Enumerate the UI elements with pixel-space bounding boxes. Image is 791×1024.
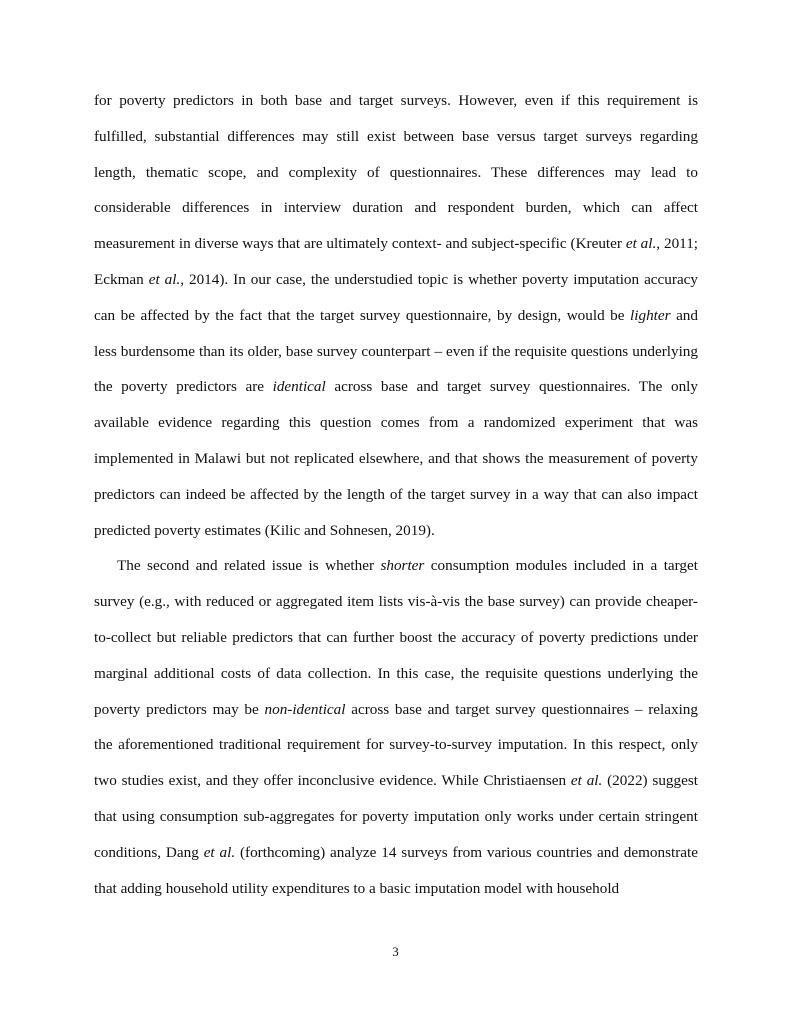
text-line [94,517,698,553]
text-span: less burdensome than its older, base survey counterpart – even if the requisite questions underlying [94,342,698,360]
text-span: conditions, Dang [94,843,204,861]
body-text [94,87,698,910]
text-line [94,338,698,374]
text-line [94,552,698,588]
text-span: across base and target survey questionnaires – relaxing [345,700,698,718]
text-line [94,481,698,517]
text-span: The second and related issue is whether [117,557,381,575]
text-span: fulfilled, substantial differences may still exist between base versus target surveys regarding [94,127,698,145]
text-span: that using consumption sub-aggregates for poverty imputation only works under certain stringent [94,807,698,825]
text-span: across base and target survey questionnaires. The only [325,378,698,396]
text-line [94,266,698,302]
text-line [94,803,698,839]
text-line [94,302,698,338]
text-span: measurement in diverse ways that are ultimately context- and subject-specific (Kreuter [94,235,626,253]
text-line [94,159,698,195]
italic-text: shorter [380,557,425,575]
italic-text: et al. [570,772,603,790]
text-span: considerable differences in interview duration and respondent burden, which can affect [94,199,698,217]
text-span: Eckman [94,270,149,288]
text-span: consumption modules included in a target [424,557,698,575]
italic-text: et al. [203,843,236,861]
text-line [94,445,698,481]
text-line [94,875,698,911]
text-span: poverty predictors may be [94,700,265,718]
text-span: (forthcoming) analyze 14 surveys from various countries and demonstrate [235,843,698,861]
text-line [94,123,698,159]
text-span: predicted poverty estimates (Kilic and Sohnesen, 2019). [94,521,435,539]
text-span: available evidence regarding this question comes from a randomized experiment that was [94,414,698,432]
text-span: for poverty predictors in both base and target surveys. However, even if this requirement is [94,92,698,109]
text-line [94,230,698,266]
text-line [94,696,698,732]
text-line [94,588,698,624]
text-line [94,87,698,123]
text-line [94,624,698,660]
text-span: , 2011; [656,235,699,253]
paragraph-2 [94,552,698,910]
italic-text: identical [272,378,326,396]
text-span: survey (e.g., with reduced or aggregated item lists vis-à-vis the base survey) can provide cheaper- [94,593,698,611]
text-span: marginal additional costs of data collection. In this case, the requisite questions underlying the [94,664,698,682]
text-line [94,660,698,696]
text-span: to-collect but reliable predictors that can further boost the accuracy of poverty predictions under [94,628,698,646]
text-span: length, thematic scope, and complexity of questionnaires. These differences may lead to [94,163,698,181]
text-span: predictors can indeed be affected by the length of the target survey in a way that can also impact [94,485,698,503]
text-line [94,194,698,230]
text-line [94,767,698,803]
text-line [94,839,698,875]
page-number: 3 [392,944,399,959]
italic-text: non-identical [264,700,346,718]
text-span: (2022) suggest [602,772,698,790]
text-span: the poverty predictors are [94,378,273,396]
text-span: and [670,306,698,324]
text-span: can be affected by the fact that the target survey questionnaire, by design, would be [94,306,631,324]
text-span: implemented in Malawi but not replicated elsewhere, and that shows the measurement of poverty [94,449,698,467]
paragraph-1 [94,87,698,552]
text-line [94,731,698,767]
text-span: two studies exist, and they offer inconclusive evidence. While Christiaensen [94,772,571,790]
text-span: the aforementioned traditional requirement for survey-to-survey imputation. In this respect, only [94,736,698,754]
text-span: , 2014). In our case, the understudied topic is whether poverty imputation accuracy [180,270,699,288]
text-line [94,409,698,445]
text-line [94,373,698,409]
italic-text: lighter [630,306,671,324]
italic-text: et al. [625,235,657,253]
italic-text: et al. [148,270,181,288]
text-span: that adding household utility expenditures to a basic imputation model with household [94,879,620,897]
